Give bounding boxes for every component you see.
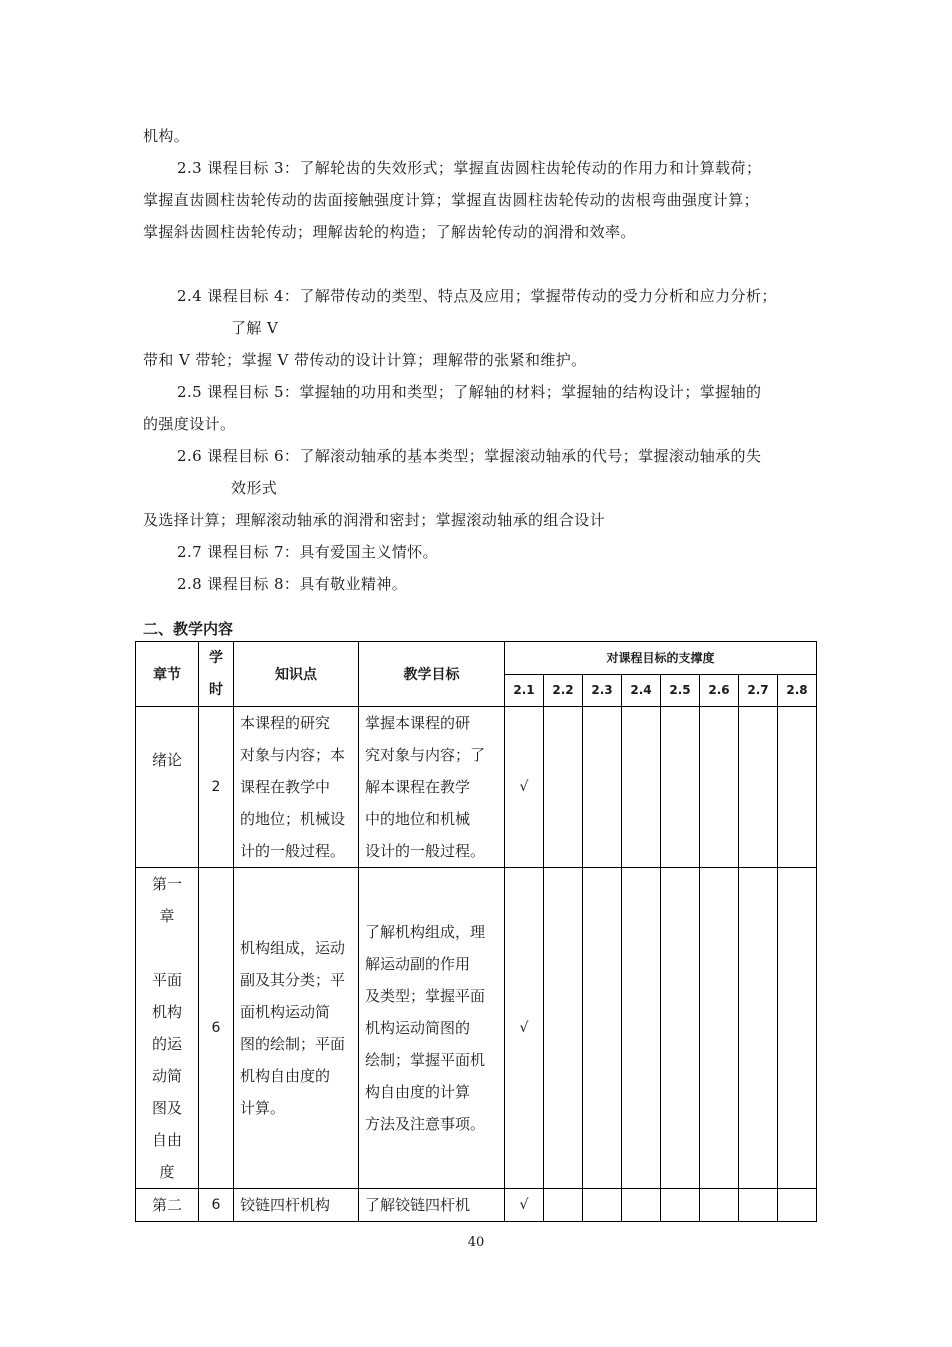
check-cell	[661, 1189, 700, 1222]
intro-line: 机构。	[143, 127, 190, 145]
intro-line: 2.3 课程目标 3：了解轮齿的失效形式；掌握直齿圆柱齿轮传动的作用力和计算载荷；	[177, 159, 762, 177]
chapter-line: 第一	[151, 875, 182, 893]
chapter-line: 机构	[151, 1003, 182, 1021]
check-cell	[700, 707, 739, 868]
check-cell: √	[505, 1189, 544, 1222]
chapter-line: 动简	[151, 1067, 182, 1085]
knowledge-line: 课程在教学中	[240, 778, 331, 796]
header-chapter: 章节	[136, 642, 199, 707]
teaching-content-table	[135, 641, 817, 1222]
knowledge-line: 图的绘制；平面	[240, 1035, 346, 1053]
goal-line: 究对象与内容；了	[365, 746, 486, 764]
knowledge-cell	[234, 868, 359, 1189]
goal-line: 了解机构组成，理	[365, 923, 486, 941]
chapter-line: 自由	[151, 1131, 182, 1149]
check-cell	[583, 868, 622, 1189]
check-cell	[739, 868, 778, 1189]
goal-line: 掌握本课程的研	[365, 714, 471, 732]
check-cell	[544, 707, 583, 868]
check-cell	[661, 707, 700, 868]
chapter-cell	[136, 1189, 199, 1222]
knowledge-line: 本课程的研究	[240, 714, 331, 732]
knowledge-line: 面机构运动简	[240, 1003, 331, 1021]
check-cell	[622, 868, 661, 1189]
chapter-cell	[136, 868, 199, 1189]
goal-cell	[359, 1189, 505, 1222]
chapter-line: 章	[159, 907, 175, 925]
knowledge-line: 机构自由度的	[240, 1067, 331, 1085]
header-target: 2.7	[739, 674, 778, 707]
goal-line: 机构运动简图的	[365, 1019, 471, 1037]
header-hours	[199, 642, 234, 707]
table-row	[136, 707, 817, 868]
check-cell	[583, 707, 622, 868]
header-knowledge: 知识点	[234, 642, 359, 707]
check-cell	[583, 1189, 622, 1222]
knowledge-line: 计的一般过程。	[240, 842, 346, 860]
chapter-line	[136, 932, 198, 964]
header-target: 2.8	[778, 674, 817, 707]
intro-line: 掌握斜齿圆柱齿轮传动；理解齿轮的构造；了解齿轮传动的润滑和效率。	[143, 223, 636, 241]
goal-line: 解运动副的作用	[365, 955, 471, 973]
check-cell	[544, 868, 583, 1189]
goal-line: 绘制；掌握平面机	[365, 1051, 486, 1069]
check-cell	[700, 1189, 739, 1222]
chapter-cell	[136, 707, 199, 868]
page-number: 40	[467, 1235, 485, 1250]
intro-line: 效形式	[231, 479, 278, 497]
header-goal: 教学目标	[359, 642, 505, 707]
check-cell	[778, 868, 817, 1189]
section-heading: 二、教学内容	[143, 620, 234, 638]
header-target: 2.5	[661, 674, 700, 707]
chapter-line: 图及	[151, 1099, 182, 1117]
check-cell	[622, 1189, 661, 1222]
intro-line: 2.6 课程目标 6：了解滚动轴承的基本类型；掌握滚动轴承的代号；掌握滚动轴承的失	[177, 447, 762, 465]
chapter-line: 第二	[151, 1196, 182, 1214]
knowledge-line: 机构组成，运动	[240, 939, 346, 957]
knowledge-line: 的地位；机械设	[240, 810, 346, 828]
check-cell	[739, 707, 778, 868]
chapter-line: 平面	[151, 971, 182, 989]
intro-line: 的强度设计。	[143, 415, 236, 433]
check-cell: √	[505, 707, 544, 868]
check-cell	[778, 707, 817, 868]
intro-line: 2.4 课程目标 4：了解带传动的类型、特点及应用；掌握带传动的受力分析和应力分析；	[177, 287, 777, 305]
check-cell	[700, 868, 739, 1189]
goal-line: 解本课程在教学	[365, 778, 471, 796]
chapter-line: 度	[159, 1163, 175, 1181]
header-hours-top: 学	[209, 650, 223, 666]
knowledge-line: 对象与内容；本	[240, 746, 346, 764]
intro-line: 2.7 课程目标 7：具有爱国主义情怀。	[177, 543, 438, 561]
check-cell	[622, 707, 661, 868]
knowledge-cell	[234, 707, 359, 868]
goal-cell	[359, 707, 505, 868]
header-target: 2.2	[544, 674, 583, 707]
table-row	[136, 868, 817, 1189]
hours-cell: 6	[199, 1189, 234, 1222]
header-target: 2.4	[622, 674, 661, 707]
goal-line: 中的地位和机械	[365, 810, 471, 828]
chapter-line: 绪论	[151, 751, 182, 769]
goal-line: 设计的一般过程。	[365, 842, 486, 860]
check-cell	[739, 1189, 778, 1222]
check-cell	[661, 868, 700, 1189]
knowledge-cell	[234, 1189, 359, 1222]
goal-line: 构自由度的计算	[365, 1083, 471, 1101]
goal-line: 了解铰链四杆机	[365, 1196, 471, 1214]
header-target: 2.1	[505, 674, 544, 707]
check-cell	[544, 1189, 583, 1222]
chapter-line: 的运	[151, 1035, 182, 1053]
header-target: 2.3	[583, 674, 622, 707]
knowledge-line: 副及其分类；平	[240, 971, 346, 989]
goal-cell	[359, 868, 505, 1189]
intro-line: 掌握直齿圆柱齿轮传动的齿面接触强度计算；掌握直齿圆柱齿轮传动的齿根弯曲强度计算；	[143, 191, 760, 209]
hours-cell: 6	[199, 868, 234, 1189]
goal-line: 及类型；掌握平面	[365, 987, 486, 1005]
knowledge-line: 铰链四杆机构	[240, 1196, 331, 1214]
hours-cell: 2	[199, 707, 234, 868]
intro-line: 及选择计算；理解滚动轴承的润滑和密封；掌握滚动轴承的组合设计	[143, 511, 606, 529]
header-support: 对课程目标的支撑度	[505, 642, 817, 675]
check-cell	[778, 1189, 817, 1222]
check-cell: √	[505, 868, 544, 1189]
header-hours-bottom: 时	[209, 682, 223, 698]
intro-line: 带和 V 带轮；掌握 V 带传动的设计计算；理解带的张紧和维护。	[143, 351, 587, 369]
knowledge-line: 计算。	[240, 1099, 286, 1117]
header-target: 2.6	[700, 674, 739, 707]
table-row	[136, 1189, 817, 1222]
intro-line: 2.5 课程目标 5：掌握轴的功用和类型；了解轴的材料；掌握轴的结构设计；掌握轴的	[177, 383, 762, 401]
goal-line: 方法及注意事项。	[365, 1115, 486, 1133]
intro-line: 了解 V	[231, 319, 279, 337]
intro-line: 2.8 课程目标 8：具有敬业精神。	[177, 575, 408, 593]
